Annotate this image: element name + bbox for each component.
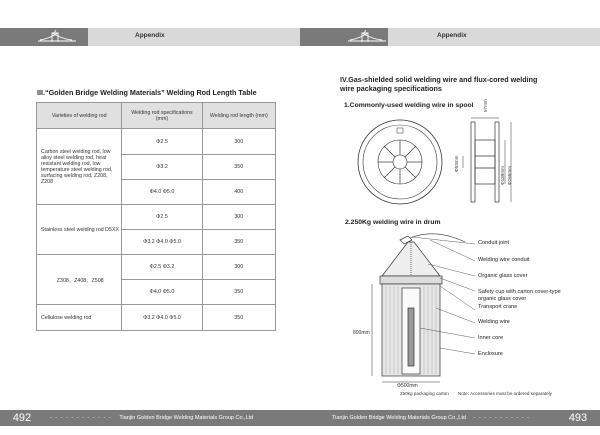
label-organic-glass-cover: Organic glass cover [478, 273, 528, 279]
drum-dim-diameter: Φ500mm [397, 383, 418, 389]
section-title-iii: III.“Golden Bridge Welding Materials” Welding Rod Length Table [37, 88, 257, 97]
length-cell: 300 [202, 129, 275, 155]
length-cell: 300 [202, 205, 275, 230]
spec-cell: Φ2.5 Φ3.2 [122, 255, 202, 280]
page-number-left: 492 [0, 410, 44, 426]
rod-length-table [36, 102, 276, 331]
length-cell: 300 [202, 255, 275, 280]
label-enclosure: Enclosure [478, 351, 503, 357]
material-cell: Z308、Z408、Z508 [37, 255, 122, 305]
label-safety-cup: Safety cup with carton cover-type [478, 289, 561, 295]
spec-cell: Φ3.2 Φ4.0 Φ5.0 [122, 230, 202, 255]
footer-right: Tianjin Golden Bridge Welding Materials Group Co.,Ltd - - - - - - - - - - - [300, 410, 556, 426]
drum-carton-caption: 250kg packaging carton [400, 391, 449, 396]
table-row [37, 305, 276, 331]
bridge-logo-icon [300, 28, 388, 46]
header-spec: Welding rod specifications (mm) [122, 103, 202, 129]
label-inner-core: Inner core [478, 335, 504, 341]
length-cell: 400 [202, 180, 275, 205]
accessories-note: Note: Accessories must be ordered separately [458, 391, 552, 396]
material-cell: Stainless steel welding rod D5XX [37, 205, 122, 255]
table-row [37, 205, 276, 230]
label-conduit-joint: Conduit joint [478, 240, 510, 246]
table-row [37, 129, 276, 155]
length-cell: 350 [202, 230, 275, 255]
footer-text-left: Tianjin Golden Bridge Welding Materials Group Co.,Ltd [119, 415, 254, 421]
spec-cell: Φ3.2 [122, 155, 202, 180]
header-title-left: Appendix [135, 32, 165, 39]
table-header-row [37, 103, 276, 129]
page-number-right: 493 [556, 410, 600, 426]
spool-front-diagram [350, 115, 450, 210]
drum-dim-height: 800mm [353, 330, 370, 336]
spec-cell: Φ4.0 Φ5.0 [122, 280, 202, 305]
header-title-right: Appendix [437, 32, 467, 39]
spec-cell: Φ2.5 [122, 129, 202, 155]
material-cell: Cellulose welding rod [37, 305, 122, 331]
spool-dim-top: 57mm [483, 99, 488, 112]
label-welding-wire: Welding wire [478, 319, 510, 325]
header-logo-block-right [300, 28, 388, 46]
label-welding-wire-conduit: Welding wire conduit [478, 257, 530, 263]
label-safety-cup-line2: organic glass cover [478, 296, 527, 302]
subsection-spool: 1.Commonly-used welding wire in spool [344, 102, 474, 109]
length-cell: 350 [202, 155, 275, 180]
footer-text-right: Tianjin Golden Bridge Welding Materials Group Co.,Ltd [332, 415, 466, 421]
drum-diagram [370, 228, 480, 388]
right-page [300, 0, 600, 435]
header-logo-block-left [0, 28, 88, 46]
spool-dim-inner: Φ139mm [500, 166, 505, 185]
material-cell: Carbon steel welding rod, low alloy steel welding rod, heat resistant welding rod, low temperature steel welding rod, surfacing welding rod, Z208, Z208 [37, 129, 122, 205]
spool-dim-left: Φ53mm [454, 155, 459, 172]
spec-cell: Φ4.0 Φ5.0 [122, 180, 202, 205]
footer-left: - - - - - - - - - - - - Tianjin Golden Bridge Welding Materials Group Co.,Ltd [44, 410, 300, 426]
spec-cell: Φ3.2 Φ4.0 Φ5.0 [122, 305, 202, 331]
spec-cell: Φ2.5 [122, 205, 202, 230]
spool-dim-outer: Φ265mm [507, 166, 512, 185]
table-row [37, 255, 276, 280]
bridge-logo-icon [0, 28, 88, 46]
section-title-iv-line1: IV.Gas-shielded solid welding wire and flux-cored welding [340, 75, 538, 84]
length-cell: 350 [202, 280, 275, 305]
spool-side-diagram [455, 110, 515, 210]
subsection-drum: 2.250Kg welding wire in drum [345, 219, 441, 226]
label-transport-crane: Transport crane [478, 304, 518, 310]
section-title-iv-line2: wire packaging specifications [340, 84, 442, 93]
length-cell: 350 [202, 305, 275, 331]
header-length: Welding rod length (mm) [202, 103, 275, 129]
header-variety: Varieties of welding rod [37, 103, 122, 129]
